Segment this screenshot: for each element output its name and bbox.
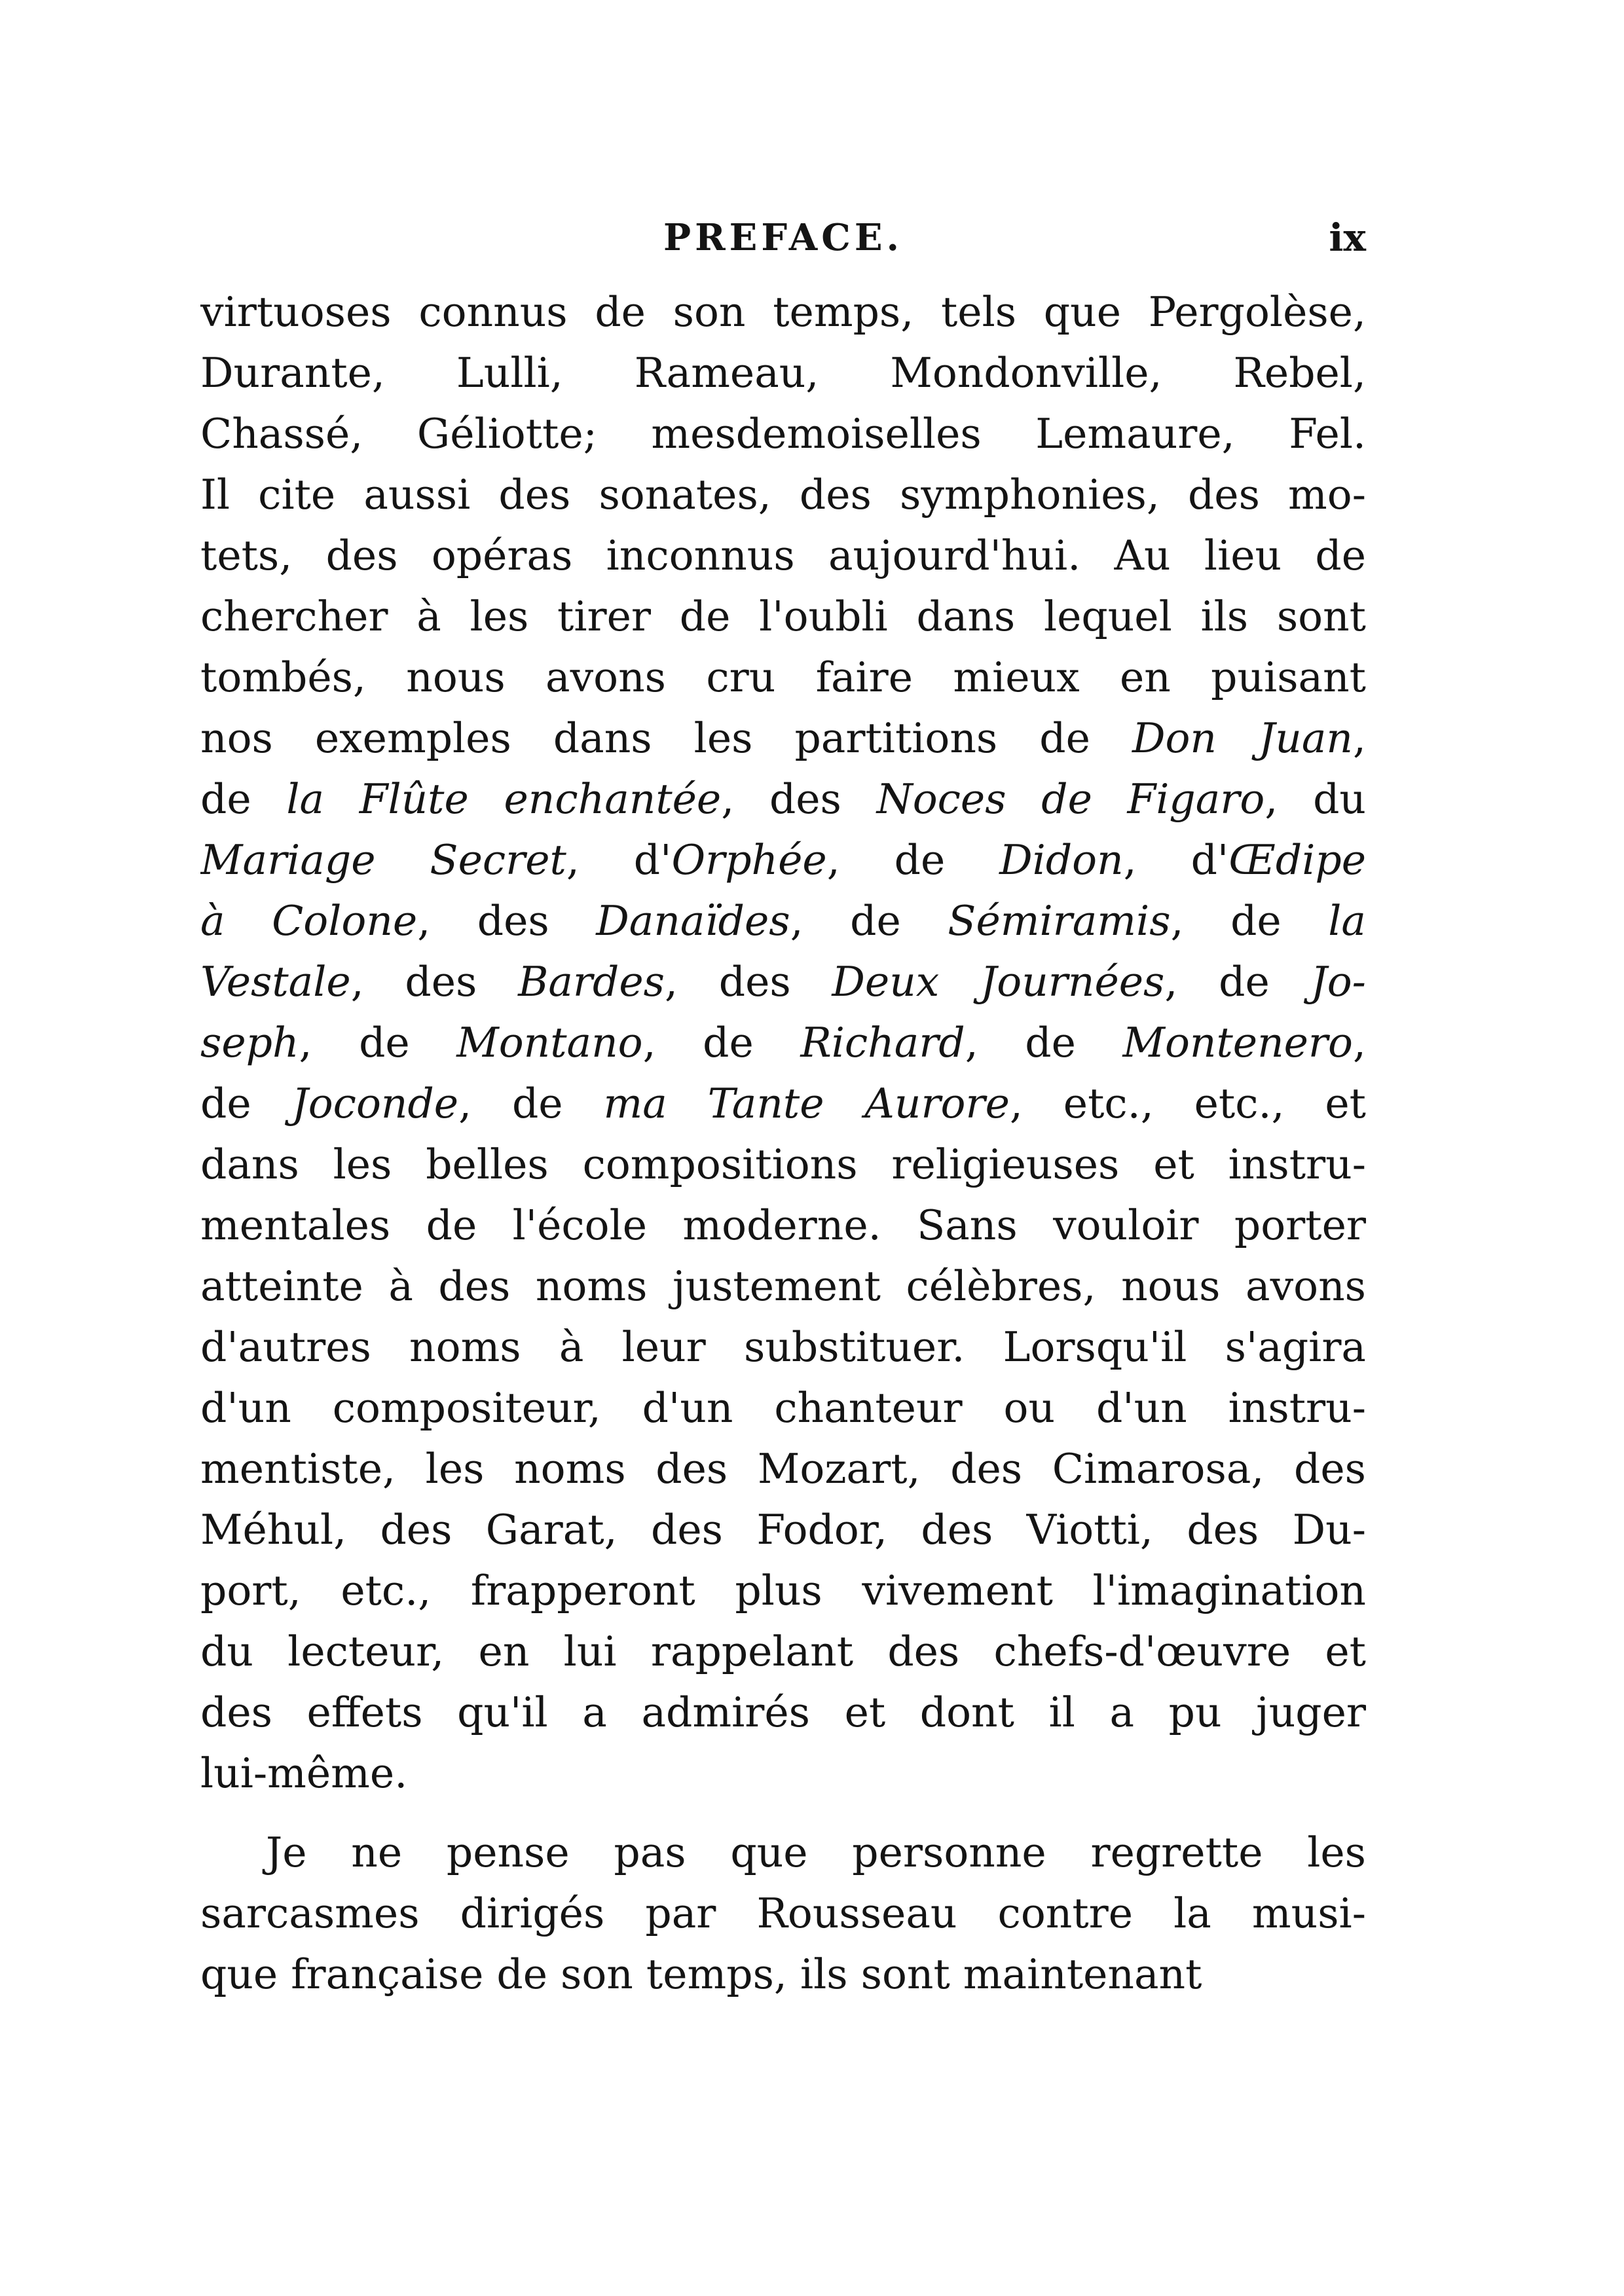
italic-title-segment: Don Juan	[1132, 714, 1353, 762]
text-line	[200, 1256, 1366, 1317]
text-segment: mentiste, les noms des Mozart, des Cimarosa, des	[200, 1445, 1366, 1493]
text-line	[200, 586, 1366, 647]
italic-title-segment: à Colone	[200, 897, 418, 945]
text-segment: , des	[417, 897, 597, 945]
italic-title-segment: Montenero	[1122, 1019, 1353, 1066]
text-line	[200, 1073, 1366, 1134]
body-text	[200, 282, 1366, 2005]
text-line	[200, 708, 1366, 769]
text-segment: ,	[1352, 714, 1366, 762]
text-line	[200, 282, 1366, 342]
text-segment: , etc., etc., et	[1009, 1080, 1366, 1127]
text-segment: Je ne pense pas que personne regrette les	[266, 1829, 1366, 1876]
text-segment: , des	[350, 958, 519, 1006]
text-line	[200, 464, 1366, 525]
italic-title-segment: seph	[200, 1019, 299, 1066]
text-line	[200, 951, 1366, 1012]
paragraph-gap	[200, 1804, 1366, 1822]
text-segment: , de	[1164, 958, 1311, 1006]
text-segment: , de	[458, 1080, 604, 1127]
italic-title-segment: Œdipe	[1228, 836, 1366, 884]
text-line	[200, 1743, 1366, 1804]
text-segment: , de	[790, 897, 948, 945]
text-segment: du lecteur, en lui rappelant des chefs-d'œuvre et	[200, 1628, 1366, 1675]
text-line	[200, 647, 1366, 708]
italic-title-segment: la	[1328, 897, 1366, 945]
text-line	[200, 1822, 1366, 1883]
text-line	[200, 1883, 1366, 1944]
text-segment: Chassé, Géliotte; mesdemoiselles Lemaure, Fel.	[200, 410, 1366, 458]
text-line	[200, 1560, 1366, 1621]
text-line	[200, 1438, 1366, 1499]
page-number: ix	[1329, 215, 1366, 260]
text-line	[200, 1682, 1366, 1743]
italic-title-segment: Joconde	[291, 1080, 459, 1127]
text-segment: chercher à les tirer de l'oubli dans lequel ils sont	[200, 592, 1366, 640]
text-segment: port, etc., frapperont plus vivement l'imagination	[200, 1567, 1366, 1614]
text-line	[200, 1317, 1366, 1377]
italic-title-segment: Bardes	[518, 958, 665, 1006]
text-segment: mentales de l'école moderne. Sans vouloir porter	[200, 1201, 1366, 1249]
italic-title-segment: Orphée	[671, 836, 827, 884]
italic-title-segment: Mariage Secret	[200, 836, 566, 884]
italic-title-segment: Deux Journées	[832, 958, 1165, 1006]
text-line	[200, 1944, 1366, 2005]
italic-title-segment: Didon	[999, 836, 1124, 884]
text-line	[200, 1621, 1366, 1682]
text-segment: , de	[1170, 897, 1329, 945]
text-segment: de	[200, 1080, 292, 1127]
italic-title-segment: Danaïdes	[596, 897, 790, 945]
italic-title-segment: ma Tante Aurore	[603, 1080, 1010, 1127]
text-line	[200, 769, 1366, 829]
italic-title-segment: Montano	[456, 1019, 643, 1066]
italic-title-segment: Vestale	[200, 958, 351, 1006]
running-header	[200, 208, 1366, 267]
text-segment: virtuoses connus de son temps, tels que Pergolèse,	[200, 288, 1366, 336]
running-title: PREFACE.	[663, 216, 903, 259]
text-line	[200, 1012, 1366, 1073]
text-segment: , de	[642, 1019, 801, 1066]
text-segment: , de	[826, 836, 1000, 884]
text-line	[200, 342, 1366, 403]
text-line	[200, 1377, 1366, 1438]
text-segment: , d'	[1123, 836, 1229, 884]
text-segment: que française de son temps, ils sont maintenant	[200, 1950, 1202, 1998]
text-segment: dans les belles compositions religieuses et instru-	[200, 1140, 1366, 1188]
italic-title-segment: Jo-	[1310, 958, 1366, 1006]
text-segment: tombés, nous avons cru faire mieux en puisant	[200, 653, 1366, 701]
text-segment: lui-même.	[200, 1749, 408, 1797]
text-segment: , des	[721, 775, 877, 823]
text-line	[200, 890, 1366, 951]
text-segment: , de	[965, 1019, 1123, 1066]
text-segment: tets, des opéras inconnus aujourd'hui. Au lieu de	[200, 532, 1366, 579]
text-segment: d'autres noms à leur substituer. Lorsqu'il s'agira	[200, 1323, 1366, 1371]
text-segment: d'un compositeur, d'un chanteur ou d'un instru-	[200, 1384, 1366, 1432]
italic-title-segment: Noces de Figaro	[876, 775, 1265, 823]
italic-title-segment: la Flûte enchantée	[286, 775, 722, 823]
text-line	[200, 403, 1366, 464]
italic-title-segment: Richard	[800, 1019, 965, 1066]
italic-title-segment: Sémiramis	[948, 897, 1171, 945]
text-line	[200, 1134, 1366, 1195]
text-segment: Il cite aussi des sonates, des symphonies, des mo-	[200, 471, 1366, 519]
text-line	[200, 1195, 1366, 1256]
text-line	[200, 829, 1366, 890]
text-segment: sarcasmes dirigés par Rousseau contre la musi-	[200, 1889, 1366, 1937]
text-segment: de	[200, 775, 287, 823]
text-line	[200, 1499, 1366, 1560]
text-segment: Durante, Lulli, Rameau, Mondonville, Rebel,	[200, 349, 1366, 397]
text-segment: , des	[664, 958, 832, 1006]
text-segment: , d'	[566, 836, 672, 884]
text-segment: , du	[1264, 775, 1366, 823]
text-line	[200, 525, 1366, 586]
text-segment: des effets qu'il a admirés et dont il a pu juger	[200, 1688, 1366, 1736]
text-segment: nos exemples dans les partitions de	[200, 714, 1132, 762]
text-segment: Méhul, des Garat, des Fodor, des Viotti, des Du-	[200, 1506, 1366, 1554]
text-segment: atteinte à des noms justement célèbres, nous avons	[200, 1262, 1366, 1310]
text-segment: ,	[1352, 1019, 1366, 1066]
text-segment: , de	[299, 1019, 457, 1066]
